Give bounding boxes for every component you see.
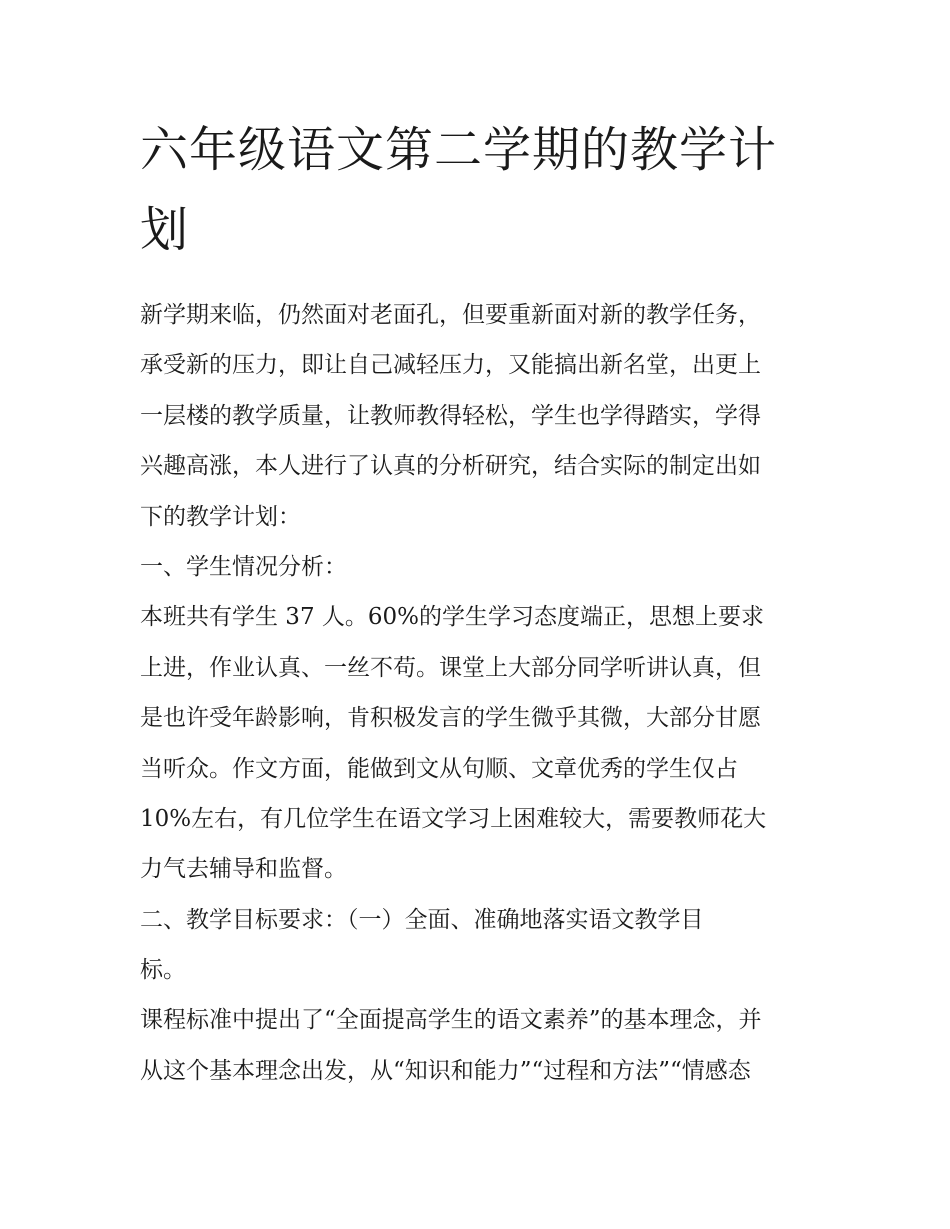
- document-body: [140, 290, 820, 1096]
- paragraph-line: 兴趣高涨，本人进行了认真的分析研究，结合实际的制定出如: [140, 453, 761, 480]
- section-heading: 一、学生情况分析：: [140, 553, 347, 580]
- paragraph-line: 10%左右，有几位学生在语文学习上困难较大，需要教师花大: [140, 805, 767, 832]
- paragraph-line: 下的教学计划：: [140, 503, 301, 530]
- document-page: [140, 110, 820, 1096]
- paragraph-line: 一层楼的教学质量，让教师教得轻松，学生也学得踏实，学得: [140, 402, 761, 429]
- paragraph-line: 本班共有学生 37 人。60%的学生学习态度端正，思想上要求: [140, 604, 765, 631]
- document-title: [140, 110, 820, 270]
- section-heading: 标。: [140, 957, 186, 984]
- paragraph-line: 上进，作业认真、一丝不苟。课堂上大部分同学听讲认真，但: [140, 654, 761, 681]
- title-line: 六年级语文第二学期的教学计: [140, 122, 778, 178]
- title-line: 划: [140, 202, 190, 258]
- paragraph-line: 承受新的压力，即让自己减轻压力，又能搞出新名堂，出更上: [140, 352, 761, 379]
- paragraph-line: 力气去辅导和监督。: [140, 856, 347, 883]
- paragraph-line: 新学期来临，仍然面对老面孔，但要重新面对新的教学任务，: [140, 302, 761, 328]
- paragraph-line: 课程标准中提出了“全面提高学生的语文素养”的基本理念，并: [140, 1007, 762, 1034]
- paragraph-line: 从这个基本理念出发，从“知识和能力”“过程和方法”“情感态: [140, 1057, 751, 1084]
- paragraph-line: 是也许受年龄影响，肯积极发言的学生微乎其微，大部分甘愿: [140, 705, 761, 732]
- section-heading: 二、教学目标要求：（一）全面、准确地落实语文教学目: [140, 906, 704, 933]
- paragraph-line: 当听众。作文方面，能做到文从句顺、文章优秀的学生仅占: [140, 755, 738, 782]
